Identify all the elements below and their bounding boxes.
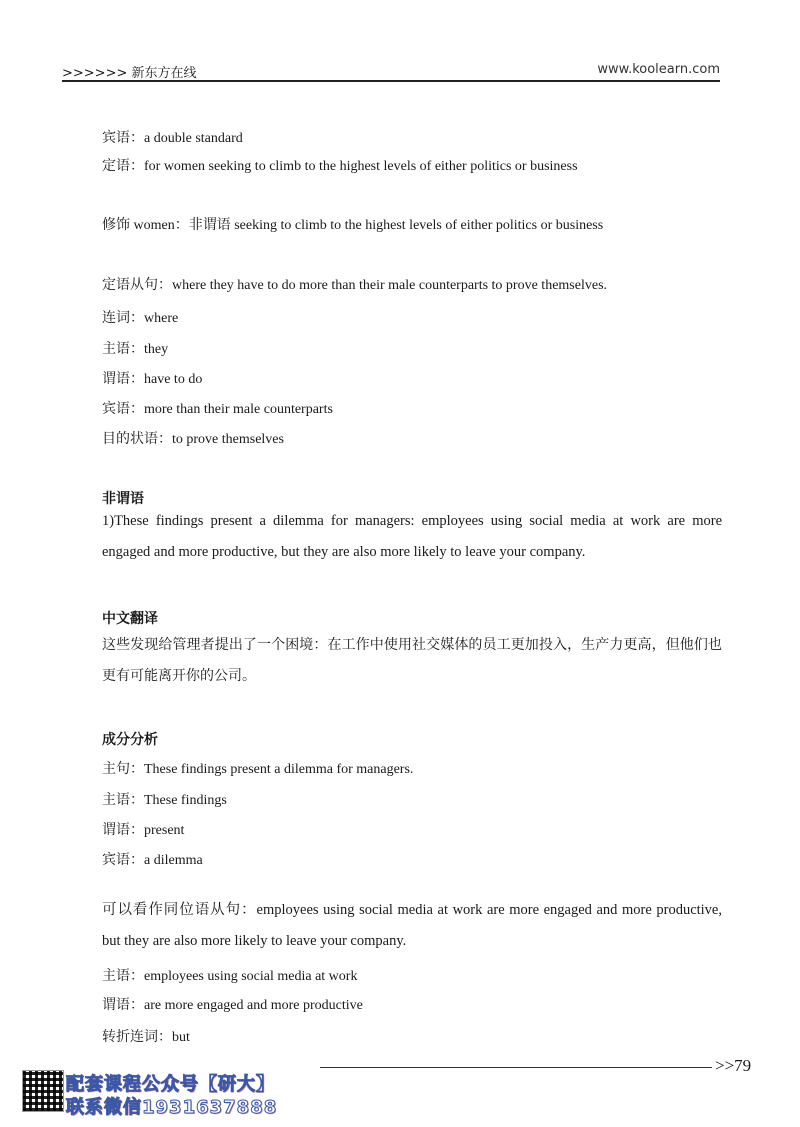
text-line: 主语：employees using social media at work bbox=[102, 969, 358, 984]
watermark-line-1: 配套课程公众号【研大】 bbox=[66, 1074, 275, 1095]
section-heading: 成分分析 bbox=[102, 732, 158, 748]
text-line: 连词：where bbox=[102, 311, 179, 326]
text-line: 主语：they bbox=[102, 342, 169, 357]
section-heading: 中文翻译 bbox=[102, 611, 158, 627]
text-line: 转折连词：but bbox=[102, 1030, 190, 1045]
qr-code-icon bbox=[22, 1070, 64, 1112]
text-line: 主句：These findings present a dilemma for managers. bbox=[102, 762, 414, 777]
text-line: 宾语：a double standard bbox=[102, 131, 243, 146]
page-header bbox=[62, 60, 720, 82]
section-heading: 非谓语 bbox=[102, 491, 144, 507]
paragraph: 1)These findings present a dilemma for managers: employees using social media at work are more engaged and more productive, but they are also more likely to leave your company. bbox=[102, 513, 722, 560]
text-line: 定语从句：where they have to do more than their male counterparts to prove themselves. bbox=[102, 278, 608, 293]
text-line: 修饰 women：非谓语 seeking to climb to the highest levels of either politics or business bbox=[102, 218, 604, 233]
text-line: 宾语：a dilemma bbox=[102, 853, 203, 868]
footer-rule bbox=[320, 1067, 712, 1068]
text-line: 谓语：present bbox=[102, 823, 185, 838]
page-number: >>79 bbox=[715, 1056, 752, 1075]
text-line: 主语：These findings bbox=[102, 793, 227, 808]
text-line: 定语：for women seeking to climb to the highest levels of either politics or business bbox=[102, 159, 578, 174]
text-line: 宾语：more than their male counterparts bbox=[102, 402, 333, 417]
text-line: 谓语：are more engaged and more productive bbox=[102, 998, 363, 1013]
text-line: 谓语：have to do bbox=[102, 372, 203, 387]
paragraph: 这些发现给管理者提出了一个困境：在工作中使用社交媒体的员工更加投入，生产力更高，但他们也更有可能离开你的公司。 bbox=[102, 637, 722, 684]
header-url: www.koolearn.com bbox=[597, 62, 720, 77]
watermark-line-2: 联系微信1931637888 bbox=[66, 1097, 278, 1118]
header-brand: >>>>>> 新东方在线 bbox=[62, 66, 197, 81]
text-line: 目的状语：to prove themselves bbox=[102, 432, 284, 447]
paragraph: 可以看作同位语从句：employees using social media at work are more engaged and more productive, but they are also more likely to leave your company. bbox=[102, 902, 722, 949]
